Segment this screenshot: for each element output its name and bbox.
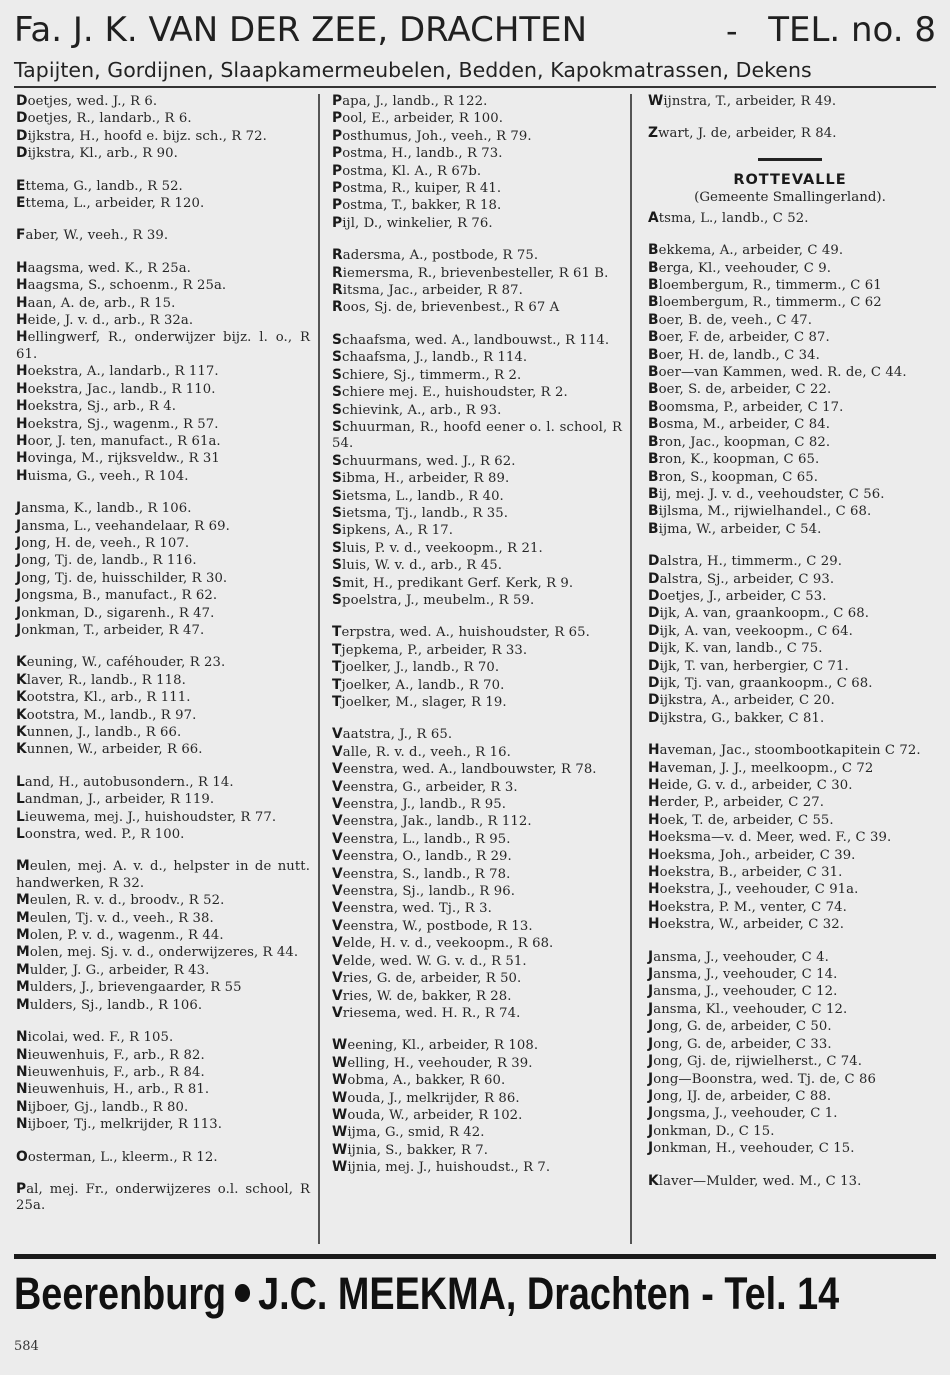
ad-firm-name: Fa. J. K. VAN DER ZEE, DRACHTEN	[14, 10, 588, 50]
list-item: Wouda, W., arbeider, R 102.	[332, 1106, 523, 1123]
list-item: Jong, IJ. de, arbeider, C 88.	[648, 1087, 832, 1104]
letter-group	[332, 332, 622, 610]
letter-group	[16, 654, 310, 758]
list-item: Veenstra, Sj., landb., R 96.	[332, 883, 516, 900]
list-item: Tjepkema, P., arbeider, R 33.	[332, 641, 528, 658]
header-rule	[14, 86, 936, 88]
letter-group	[648, 553, 932, 727]
letter-group	[332, 624, 622, 711]
list-item: Sipkens, A., R 17.	[332, 522, 454, 539]
list-item: Nijboer, Tj., melkrijder, R 113.	[16, 1116, 223, 1133]
list-item: Wijnia, mej. J., huishoudst., R 7.	[332, 1159, 551, 1176]
list-item: Hoekstra, A., landarb., R 117.	[16, 363, 219, 380]
list-item: Smit, H., predikant Gerf. Kerk, R 9.	[332, 574, 574, 591]
list-item: Land, H., autobusondern., R 14.	[16, 773, 234, 790]
list-item: Boer, B. de, veeh., C 47.	[648, 311, 813, 328]
list-item: Loonstra, wed. P., R 100.	[16, 826, 185, 843]
list-item: Dijk, A. van, veekoopm., C 64.	[648, 622, 853, 639]
list-item: Bosma, M., arbeider, C 84.	[648, 416, 831, 433]
list-item: Vriesema, wed. H. R., R 74.	[332, 1004, 521, 1021]
list-item: Doetjes, J., arbeider, C 53.	[648, 587, 827, 604]
list-item: Schiere, Sj., timmerm., R 2.	[332, 366, 522, 383]
letter-group	[16, 227, 310, 244]
list-item: Hoekstra, J., veehouder, C 91a.	[648, 881, 859, 898]
list-item: Roos, Sj. de, brievenbest., R 67 A	[332, 299, 560, 316]
ad-product-list: Tapijten, Gordijnen, Slaapkamermeubelen, Bedden, Kapokmatrassen, Dekens	[14, 58, 812, 82]
list-item: Ettema, G., landb., R 52.	[16, 177, 183, 194]
list-item: Pool, E., arbeider, R 100.	[332, 110, 503, 127]
list-item: Haagsma, wed. K., R 25a.	[16, 259, 191, 276]
ad-dash: -	[726, 12, 738, 50]
list-item: Pal, mej. Fr., onderwijzeres o.l. school, R 25a.	[16, 1180, 310, 1214]
list-item: Sluis, W. v. d., arb., R 45.	[332, 557, 503, 574]
list-item: Jansma, J., veehouder, C 4.	[648, 948, 829, 965]
column-2	[332, 93, 622, 1192]
list-item: Klaver—Mulder, wed. M., C 13.	[648, 1172, 862, 1189]
ad-bottom-firm: J.C. MEEKMA, Drachten - Tel. 14	[258, 1268, 840, 1319]
list-item: Schuurmans, wed. J., R 62.	[332, 452, 516, 469]
list-item: Molen, mej. Sj. v. d., onderwijzeres, R 44.	[16, 944, 299, 961]
list-item: Bij, mej. J. v. d., veehoudster, C 56.	[648, 485, 885, 502]
list-item: Oosterman, L., kleerm., R 12.	[16, 1148, 218, 1165]
letter-group	[648, 742, 932, 933]
list-item: Dijk, K. van, landb., C 75.	[648, 640, 823, 657]
list-item: Jongsma, B., manufact., R 62.	[16, 587, 218, 604]
list-item: Mulders, J., brievengaarder, R 55	[16, 979, 242, 996]
list-item: Haveman, Jac., stoombootkapitein C 72.	[648, 742, 921, 759]
list-item: Veenstra, wed. A., landbouwster, R 78.	[332, 761, 597, 778]
list-item: Veenstra, wed. Tj., R 3.	[332, 900, 492, 917]
list-item: Jansma, J., veehouder, C 14.	[648, 966, 838, 983]
list-item: Veenstra, S., landb., R 78.	[332, 865, 511, 882]
list-item: Dijk, T. van, herbergier, C 71.	[648, 657, 849, 674]
list-item: Faber, W., veeh., R 39.	[16, 227, 169, 244]
list-item: Dalstra, H., timmerm., C 29.	[648, 553, 843, 570]
list-item: Molen, P. v. d., wagenm., R 44.	[16, 927, 224, 944]
list-item: Jong, Gj. de, rijwielherst., C 74.	[648, 1053, 863, 1070]
list-item: Herder, P., arbeider, C 27.	[648, 794, 824, 811]
letter-group	[332, 247, 622, 317]
list-item: Vaatstra, J., R 65.	[332, 726, 453, 743]
letter-group	[16, 93, 310, 163]
list-item: Nijboer, Gj., landb., R 80.	[16, 1098, 189, 1115]
list-item: Berga, Kl., veehouder, C 9.	[648, 259, 831, 276]
list-item: Veenstra, O., landb., R 29.	[332, 848, 512, 865]
list-item: Jansma, J., veehouder, C 12.	[648, 983, 838, 1000]
list-item: Bron, S., koopman, C 65.	[648, 468, 818, 485]
list-item: Veenstra, Jak., landb., R 112.	[332, 813, 532, 830]
list-item: Dijk, Tj. van, graankoopm., C 68.	[648, 674, 873, 691]
list-item: Wijnia, S., bakker, R 7.	[332, 1141, 489, 1158]
ad-bottom-product: Beerenburg	[14, 1268, 227, 1319]
list-item: Boer—van Kammen, wed. R. de, C 44.	[648, 364, 907, 381]
list-item: Meulen, Tj. v. d., veeh., R 38.	[16, 909, 214, 926]
list-item: Hoekstra, W., arbeider, C 32.	[648, 916, 844, 933]
column-3	[648, 93, 932, 1205]
list-item: Boer, H. de, landb., C 34.	[648, 346, 820, 363]
list-item: Mulder, J. G., arbeider, R 43.	[16, 961, 210, 978]
list-item: Atsma, L., landb., C 52.	[648, 209, 809, 226]
list-item: Hellingwerf, R., onderwijzer bijz. l. o., R 61.	[16, 329, 310, 362]
letter-group	[16, 774, 310, 844]
list-item: Jong, H. de, veeh., R 107.	[16, 534, 190, 551]
letter-group	[16, 1181, 310, 1215]
list-item: Schuurman, R., hoofd eener o. l. school, R 54.	[332, 418, 622, 452]
list-item: Postma, T., bakker, R 18.	[332, 197, 502, 214]
list-item: Zwart, J. de, arbeider, R 84.	[648, 125, 837, 142]
list-item: Dijkstra, A., arbeider, C 20.	[648, 692, 835, 709]
list-item: Boer, S. de, arbeider, C 22.	[648, 381, 832, 398]
list-item: Haveman, J. J., meelkoopm., C 72	[648, 759, 874, 776]
list-item: Postma, Kl. A., R 67b.	[332, 162, 482, 179]
list-item: Wijnstra, T., arbeider, R 49.	[648, 93, 837, 109]
list-item: Jansma, K., landb., R 106.	[16, 500, 192, 517]
list-item: Hoor, J. ten, manufact., R 61a.	[16, 432, 221, 449]
list-item: Kootstra, Kl., arb., R 111.	[16, 689, 191, 706]
list-item: Meulen, mej. A. v. d., helpster in de nutt. handwerken, R 32.	[16, 858, 310, 891]
letter-group	[648, 125, 932, 142]
list-item: Jong, Tj. de, landb., R 116.	[16, 552, 197, 569]
list-item: Mulders, Sj., landb., R 106.	[16, 996, 203, 1013]
list-item: Valle, R. v. d., veeh., R 16.	[332, 743, 511, 760]
list-item: Ettema, L., arbeider, R 120.	[16, 195, 205, 212]
bullet-icon	[235, 1284, 250, 1302]
list-item: Hoekstra, P. M., venter, C 74.	[648, 898, 847, 915]
list-item: Doetjes, R., landarb., R 6.	[16, 110, 192, 127]
list-item: Bijlsma, M., rijwielhandel., C 68.	[648, 503, 872, 520]
list-item: Hoek, T. de, arbeider, C 55.	[648, 811, 834, 828]
list-item: Dijk, A. van, graankoopm., C 68.	[648, 605, 870, 622]
letter-group	[648, 93, 932, 110]
list-item: Landman, J., arbeider, R 119.	[16, 791, 215, 808]
list-item: Lieuwema, mej. J., huishoudster, R 77.	[16, 808, 277, 825]
letter-group	[648, 210, 932, 227]
list-item: Bloembergum, R., timmerm., C 61	[648, 277, 882, 294]
list-item: Kunnen, W., arbeider, R 66.	[16, 741, 203, 758]
list-item: Hoekstra, Sj., wagenm., R 57.	[16, 415, 219, 432]
list-item: Meulen, R. v. d., broodv., R 52.	[16, 892, 225, 909]
list-item: Dijkstra, G., bakker, C 81.	[648, 709, 825, 726]
list-item: Bijma, W., arbeider, C 54.	[648, 520, 822, 537]
list-item: Jonkman, D., sigarenh., R 47.	[16, 604, 215, 621]
list-item: Terpstra, wed. A., huishoudster, R 65.	[332, 624, 590, 641]
list-item: Jong, G. de, arbeider, C 50.	[648, 1018, 832, 1035]
list-item: Keuning, W., caféhouder, R 23.	[16, 654, 226, 671]
list-item: Radersma, A., postbode, R 75.	[332, 247, 539, 264]
list-item: Klaver, R., landb., R 118.	[16, 671, 186, 688]
header-advertisement	[14, 6, 936, 54]
list-item: Boomsma, P., arbeider, C 17.	[648, 398, 844, 415]
letter-group	[16, 1149, 310, 1166]
page-number: 584	[14, 1339, 39, 1354]
list-item: Jong, Tj. de, huisschilder, R 30.	[16, 569, 228, 586]
list-item: Schaafsma, wed. A., landbouwst., R 114.	[332, 331, 610, 348]
list-item: Weening, Kl., arbeider, R 108.	[332, 1037, 539, 1054]
letter-group	[648, 949, 932, 1158]
list-item: Schievink, A., arb., R 93.	[332, 401, 502, 418]
list-item: Kunnen, J., landb., R 66.	[16, 724, 182, 740]
list-item: Schiere mej. E., huishoudster, R 2.	[332, 384, 568, 401]
list-item: Wijma, G., smid, R 42.	[332, 1124, 485, 1141]
list-item: Tjoelker, M., slager, R 19.	[332, 694, 507, 710]
list-item: Sietsma, Tj., landb., R 35.	[332, 504, 509, 521]
list-item: Vries, G. de, arbeider, R 50.	[332, 970, 522, 987]
list-item: Nieuwenhuis, F., arb., R 84.	[16, 1063, 205, 1080]
list-item: Pijl, D., winkelier, R 76.	[332, 214, 493, 231]
list-item: Jongsma, J., veehouder, C 1.	[648, 1105, 838, 1122]
list-item: Jong—Boonstra, wed. Tj. de, C 86	[648, 1070, 876, 1087]
list-item: Dijkstra, Kl., arb., R 90.	[16, 145, 178, 162]
letter-group	[16, 500, 310, 639]
footer-advertisement	[14, 1268, 840, 1330]
ad-telephone: TEL. no. 8	[768, 10, 936, 50]
list-item: Haan, A. de, arb., R 15.	[16, 294, 176, 311]
list-item: Vries, W. de, bakker, R 28.	[332, 987, 512, 1004]
list-item: Veenstra, J., landb., R 95.	[332, 796, 507, 813]
list-item: Doetjes, wed. J., R 6.	[16, 93, 158, 109]
list-item: Velde, wed. W. G. v. d., R 51.	[332, 952, 527, 969]
column-divider	[630, 94, 632, 1244]
list-item: Nieuwenhuis, H., arb., R 81.	[16, 1081, 210, 1098]
section-subtitle: (Gemeente Smallingerland).	[694, 189, 886, 205]
list-item: Dijkstra, H., hoofd e. bijz. sch., R 72.	[16, 127, 267, 144]
list-item: Sibma, H., arbeider, R 89.	[332, 470, 510, 487]
list-item: Sietsma, L., landb., R 40.	[332, 487, 504, 504]
list-item: Postma, H., landb., R 73.	[332, 145, 503, 162]
list-item: Jong, G. de, arbeider, C 33.	[648, 1035, 832, 1052]
list-item: Heide, G. v. d., arbeider, C 30.	[648, 777, 853, 793]
list-item: Veenstra, W., postbode, R 13.	[332, 917, 533, 934]
list-item: Hoekstra, Jac., landb., R 110.	[16, 380, 216, 397]
list-item: Spoelstra, J., meubelm., R 59.	[332, 591, 535, 608]
list-item: Schaafsma, J., landb., R 114.	[332, 349, 528, 366]
list-item: Nieuwenhuis, F., arb., R 82.	[16, 1046, 205, 1063]
letter-group	[16, 178, 310, 213]
list-item: Posthumus, Joh., veeh., R 79.	[332, 127, 532, 144]
list-item: Ritsma, Jac., arbeider, R 87.	[332, 282, 523, 299]
letter-group	[16, 858, 310, 1014]
list-item: Tjoelker, J., landb., R 70.	[332, 659, 500, 676]
letter-group	[16, 260, 310, 485]
list-item: Jonkman, T., arbeider, R 47.	[16, 621, 205, 638]
list-item: Welling, H., veehouder, R 39.	[332, 1054, 533, 1071]
letter-group	[332, 1037, 622, 1176]
list-item: Velde, H. v. d., veekoopm., R 68.	[332, 935, 554, 952]
list-item: Wouda, J., melkrijder, R 86.	[332, 1089, 520, 1106]
column-1	[16, 93, 310, 1230]
list-item: Heide, J. v. d., arb., R 32a.	[16, 312, 194, 329]
list-item: Hoekstra, Sj., arb., R 4.	[16, 398, 176, 415]
list-item: Boer, F. de, arbeider, C 87.	[648, 329, 830, 346]
list-item: Bloembergum, R., timmerm., C 62	[648, 294, 882, 311]
list-item: Nicolai, wed. F., R 105.	[16, 1029, 174, 1046]
list-item: Veenstra, L., landb., R 95.	[332, 830, 511, 847]
list-item: Riemersma, R., brievenbesteller, R 61 B.	[332, 264, 609, 281]
list-item: Hoeksma—v. d. Meer, wed. F., C 39.	[648, 829, 892, 846]
list-item: Postma, R., kuiper, R 41.	[332, 180, 502, 197]
list-item: Bekkema, A., arbeider, C 49.	[648, 242, 844, 259]
list-item: Hoekstra, B., arbeider, C 31.	[648, 864, 843, 881]
letter-group	[648, 242, 932, 538]
letter-group	[332, 726, 622, 1022]
section-rule	[758, 158, 822, 161]
letter-group	[648, 1173, 932, 1190]
list-item: Sluis, P. v. d., veekoopm., R 21.	[332, 539, 543, 556]
footer-rule	[14, 1254, 936, 1259]
list-item: Jonkman, H., veehouder, C 15.	[648, 1140, 855, 1157]
list-item: Wobma, A., bakker, R 60.	[332, 1072, 506, 1089]
letter-group	[16, 1029, 310, 1133]
list-item: Papa, J., landb., R 122.	[332, 93, 488, 109]
column-divider	[318, 94, 320, 1244]
list-item: Jansma, L., veehandelaar, R 69.	[16, 517, 230, 534]
list-item: Kootstra, M., landb., R 97.	[16, 706, 197, 723]
list-item: Haagsma, S., schoenm., R 25a.	[16, 277, 227, 294]
list-item: Hoeksma, Joh., arbeider, C 39.	[648, 846, 856, 863]
list-item: Huisma, G., veeh., R 104.	[16, 467, 189, 484]
list-item: Bron, Jac., koopman, C 82.	[648, 433, 831, 450]
list-item: Jansma, Kl., veehouder, C 12.	[648, 1000, 848, 1017]
section-title: ROTTEVALLE	[733, 171, 847, 188]
list-item: Tjoelker, A., landb., R 70.	[332, 676, 505, 693]
list-item: Jonkman, D., C 15.	[648, 1122, 775, 1139]
list-item: Dalstra, Sj., arbeider, C 93.	[648, 570, 835, 587]
list-item: Hovinga, M., rijksveldw., R 31	[16, 450, 220, 467]
letter-group	[332, 93, 622, 232]
list-item: Veenstra, G., arbeider, R 3.	[332, 778, 518, 795]
list-item: Bron, K., koopman, C 65.	[648, 451, 820, 468]
